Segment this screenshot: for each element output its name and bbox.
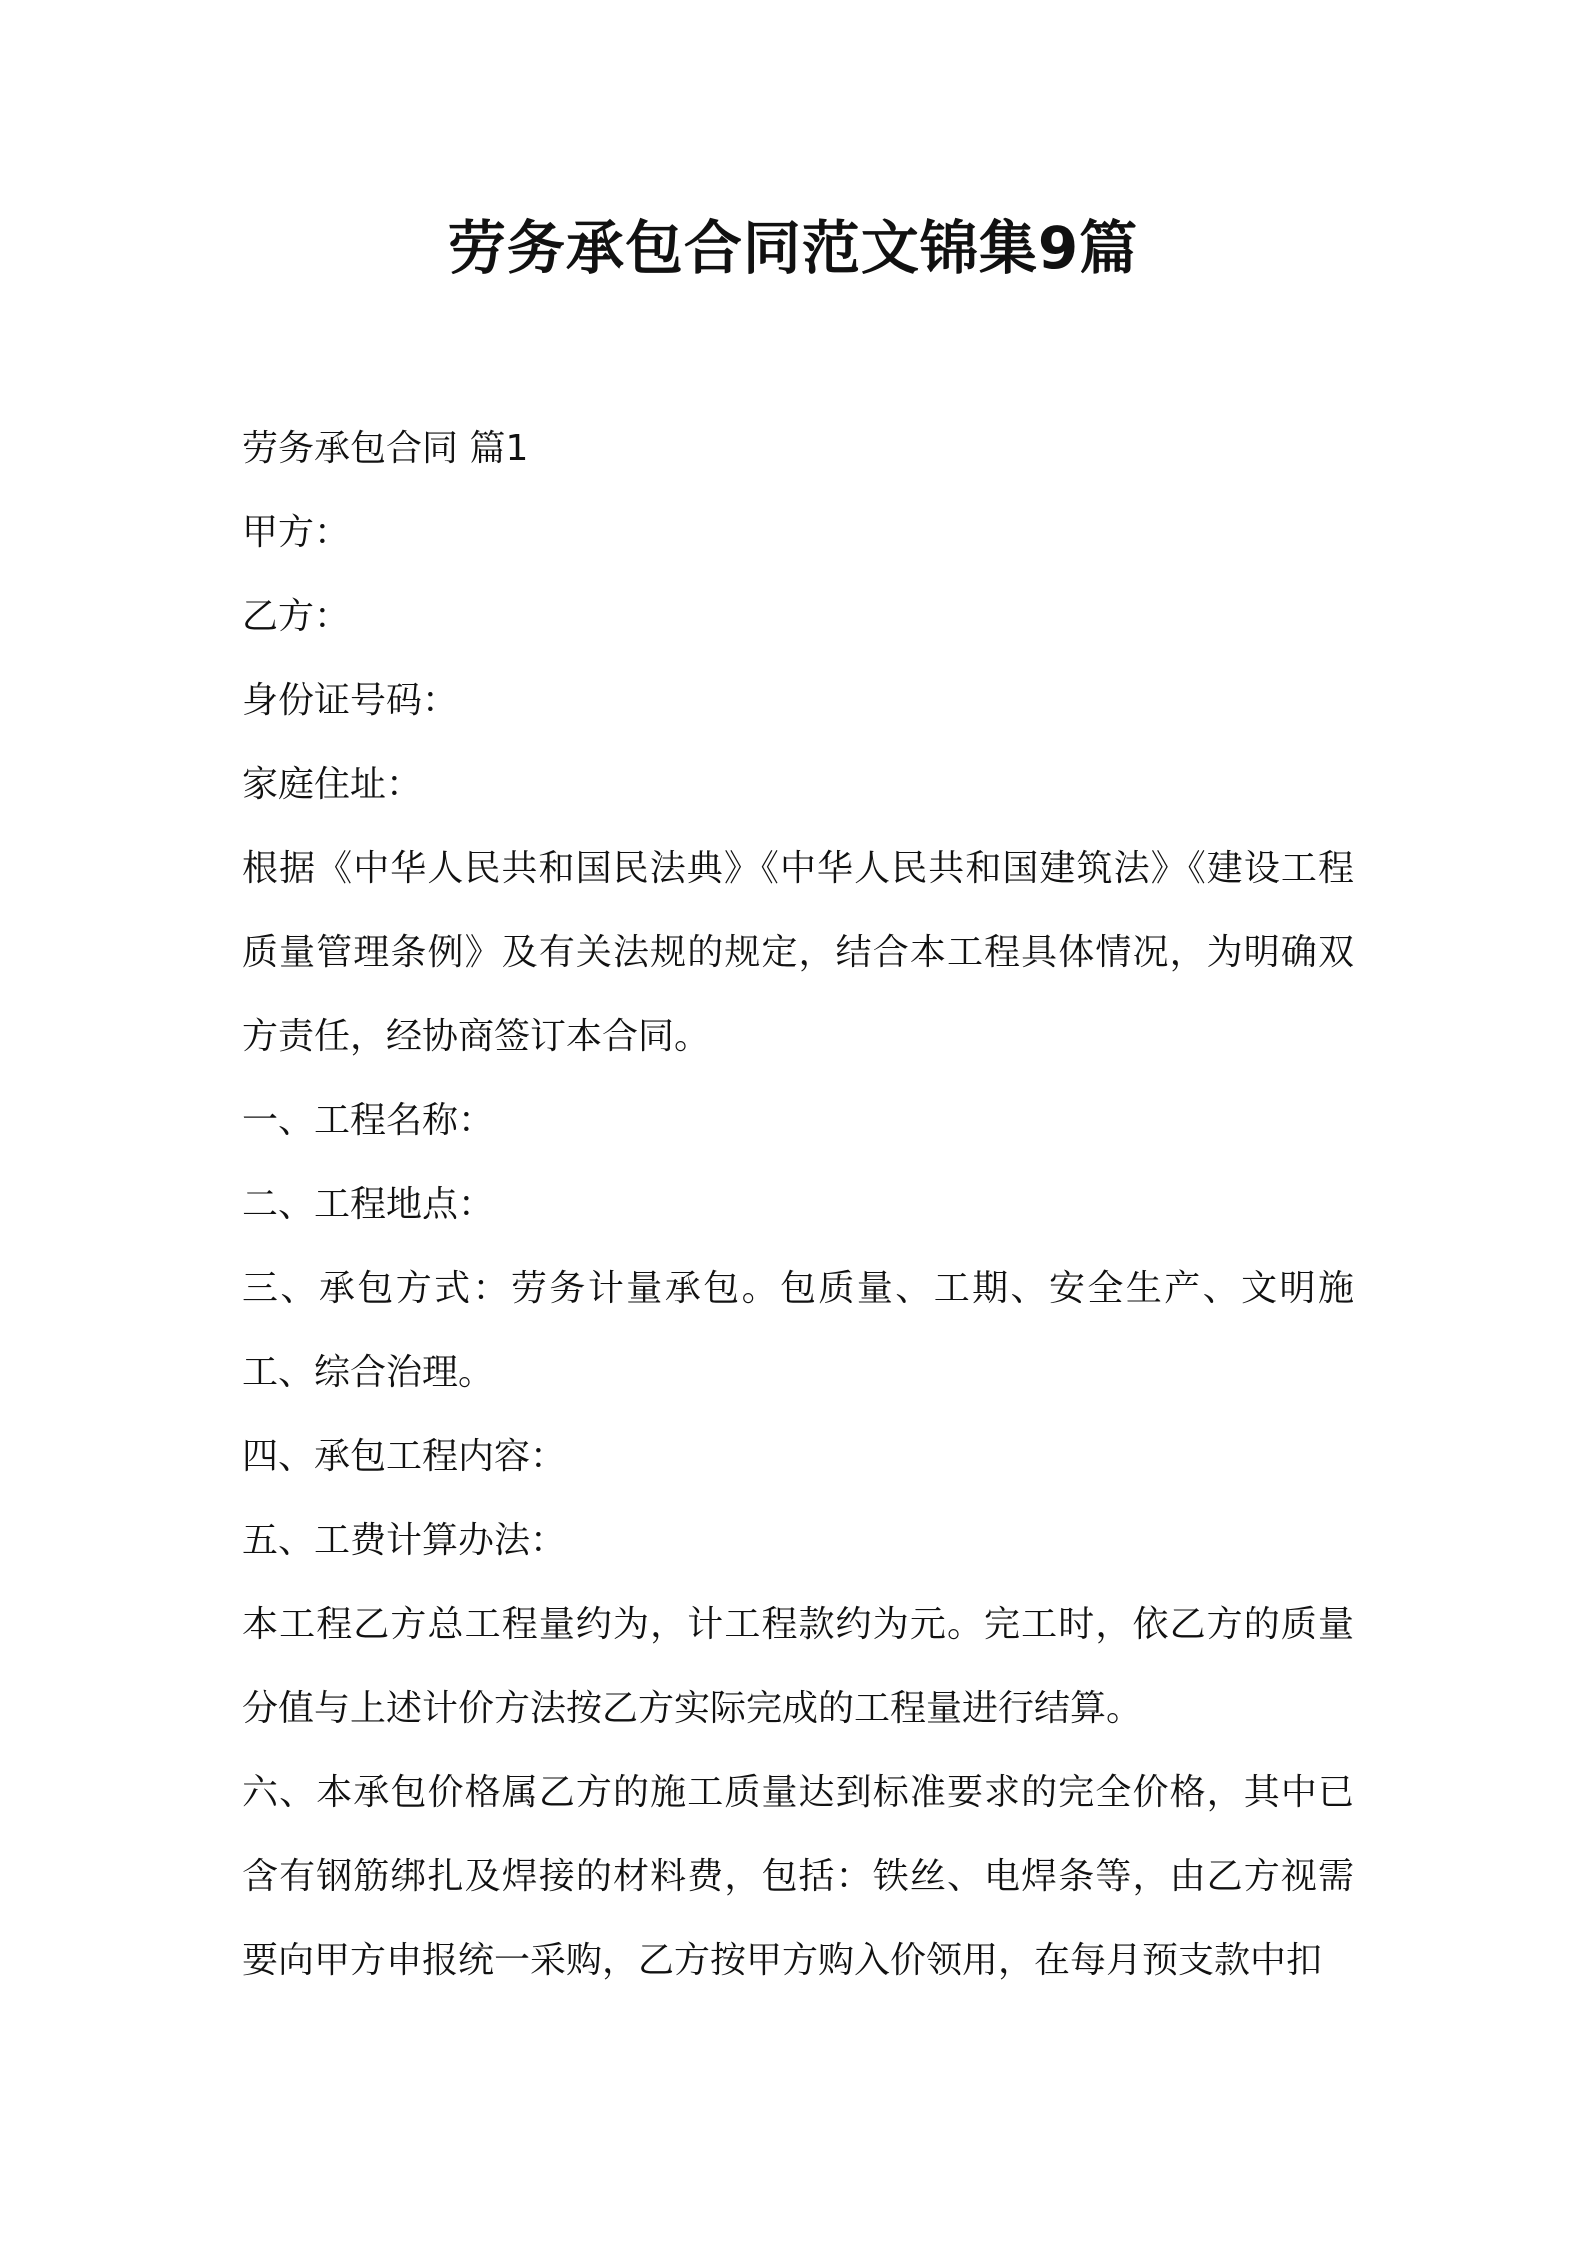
preamble-paragraph: 根据《中华人民共和国民法典》《中华人民共和国建筑法》《建设工程质量管理条例》及有关法规的规定，结合本工程具体情况，为明确双方责任，经协商签订本合同。	[242, 848, 1354, 1057]
party-a-field: 甲方：	[242, 512, 351, 553]
document-body	[242, 407, 1354, 2003]
section-heading: 劳务承包合同 篇1	[242, 428, 529, 469]
party-b-field: 乙方：	[242, 596, 351, 637]
clause-project-location: 二、工程地点：	[242, 1184, 495, 1225]
clause-fee-detail: 本工程乙方总工程量约为，计工程款约为元。完工时，依乙方的质量分值与上述计价方法按乙方实际完成的工程量进行结算。	[242, 1604, 1354, 1729]
document-title: 劳务承包合同范文锦集9篇	[447, 214, 1139, 282]
clause-price-terms: 六、本承包价格属乙方的施工质量达到标准要求的完全价格，其中已含有钢筋绑扎及焊接的材料费，包括：铁丝、电焊条等，由乙方视需要向甲方申报统一采购，乙方按甲方购入价领用，在每月预支款中扣	[242, 1772, 1354, 1981]
home-address-field: 家庭住址：	[242, 764, 423, 805]
clause-project-name: 一、工程名称：	[242, 1100, 495, 1141]
clause-contract-method: 三、承包方式：劳务计量承包。包质量、工期、安全生产、文明施工、综合治理。	[242, 1268, 1354, 1393]
clause-fee-calculation: 五、工费计算办法：	[242, 1520, 567, 1561]
id-number-field: 身份证号码：	[242, 680, 459, 721]
clause-contract-content: 四、承包工程内容：	[242, 1436, 567, 1477]
